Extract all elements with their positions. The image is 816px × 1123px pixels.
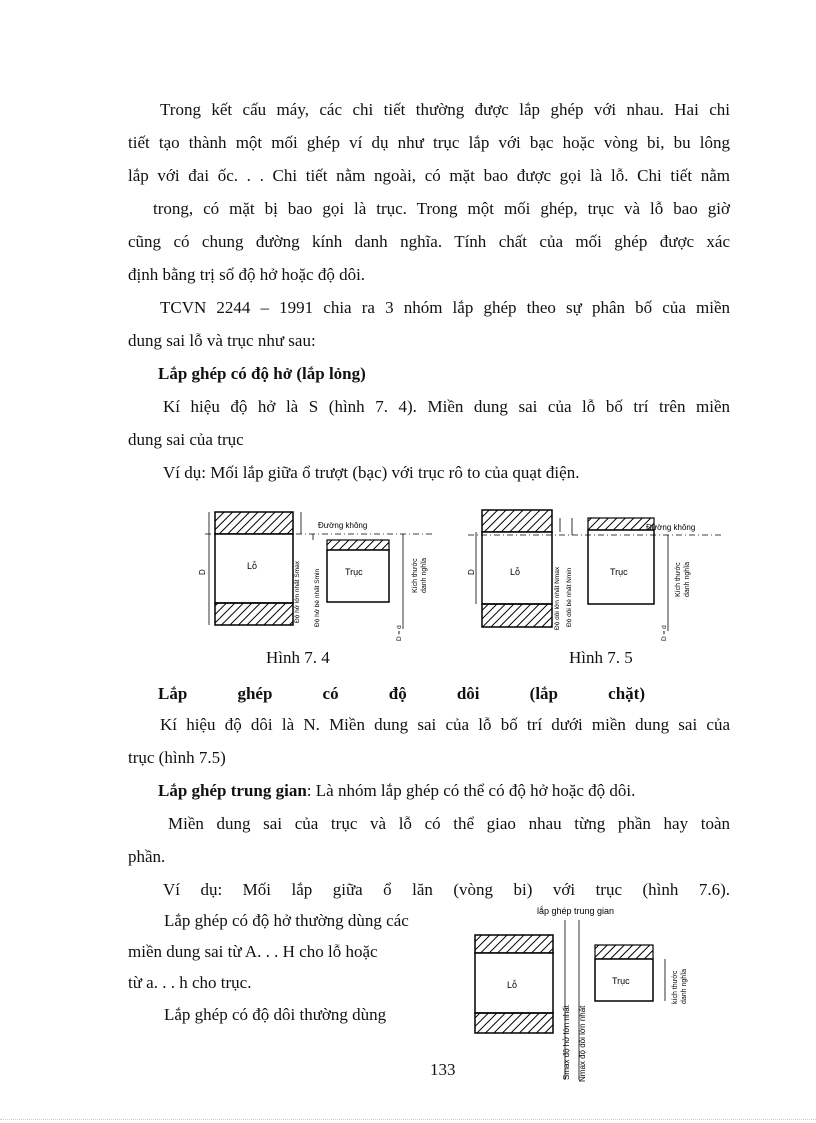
usage-line-4: Lắp ghép có độ dôi thường dùng: [164, 1005, 387, 1024]
intro-line-6: định bằng trị số độ hở hoặc độ dôi.: [128, 265, 366, 284]
usage-line-1: Lắp ghép có độ hở thường dùng các: [164, 911, 409, 930]
hole-label: Lỗ: [247, 561, 258, 571]
hole-bottom-wall: [215, 603, 293, 625]
heading-word: độ: [388, 684, 407, 703]
figure-7-5: [468, 505, 728, 645]
shaft-label: Trục: [610, 567, 628, 577]
tcvn-line-1: TCVN 2244 – 1991 chia ra 3 nhóm lắp ghép theo sự phân bố của miền: [160, 298, 730, 317]
transition-line-1: [158, 774, 760, 807]
nominal-label-2: danh nghĩa: [681, 968, 688, 1004]
clearance-heading: Lắp ghép có độ hở (lắp lỏng): [158, 364, 366, 383]
nmax-label: Nmax độ dôi lớn nhất: [578, 1005, 587, 1082]
interference-line-2: trục (hình 7.5): [128, 748, 226, 767]
deq-label: D = d: [661, 625, 668, 641]
intro-line-4: trong, có mặt bị bao gọi là trục. Trong một mối ghép, trục và lỗ bao giờ: [153, 199, 730, 218]
clearance-line-1: Kí hiệu độ hở là S (hình 7. 4). Miền dung sai của lỗ bố trí trên miền: [163, 397, 730, 416]
nmin-label: Độ dôi bé nhất Nmin: [566, 567, 573, 627]
smin-label: Độ hở bé nhất Smin: [314, 568, 321, 627]
shaft-tolerance: [327, 540, 389, 550]
heading-word: Lắp: [158, 684, 188, 703]
zero-line-label: Đường không: [646, 523, 696, 532]
heading-word: có: [322, 684, 339, 703]
page-number: 133: [430, 1060, 456, 1079]
fig76-title: lắp ghép trung gian: [537, 906, 615, 916]
hole-label: Lỗ: [510, 567, 521, 577]
heading-word: dôi: [456, 684, 480, 703]
caption-7-5: Hình 7. 5: [569, 648, 633, 667]
heading-word: chặt): [608, 684, 645, 703]
transition-line-2: Miền dung sai của trục và lỗ có thể giao nhau từng phần hay toàn: [168, 814, 730, 833]
figure-7-4: [198, 505, 440, 645]
interference-line-1: Kí hiệu độ dôi là N. Miền dung sai của lỗ bố trí dưới miền dung sai của: [160, 715, 730, 734]
heading-word: ghép: [237, 684, 273, 703]
transition-example: Ví dụ: Mối lắp giữa ổ lăn (vòng bi) với trục (hình 7.6).: [163, 880, 730, 899]
clearance-example: Ví dụ: Mối lắp giữa ổ trượt (bạc) với trục rô to của quạt điện.: [163, 463, 580, 482]
intro-line-1: Trong kết cấu máy, các chi tiết thường được lắp ghép với nhau. Hai chi: [160, 100, 730, 119]
diameter-label: D: [467, 569, 476, 575]
page-divider: [0, 1119, 816, 1120]
hole-top-wall: [482, 510, 552, 532]
deq-label: D = d: [396, 625, 403, 641]
tcvn-line-2: dung sai lỗ và trục như sau:: [128, 331, 316, 350]
nominal-label-2: danh nghĩa: [684, 561, 691, 597]
usage-line-2: miền dung sai từ A. . . H cho lỗ hoặc: [128, 942, 378, 961]
zero-line-label: Đường không: [318, 521, 368, 530]
smax-label: Độ hở lớn nhất Smax: [294, 561, 301, 623]
intro-line-3: lắp với đai ốc. . . Chi tiết nằm ngoài, có mặt bao được gọi là lỗ. Chi tiết nằm: [128, 166, 730, 185]
hole-bottom-wall: [475, 1013, 553, 1033]
heading-word: (lắp: [529, 684, 559, 703]
transition-heading: Lắp ghép trung gian: [158, 781, 307, 800]
shaft-label: Trục: [345, 567, 363, 577]
intro-line-2: tiết tạo thành một mối ghép ví dụ như trục lắp với bạc hoặc vòng bi, bu lông: [128, 133, 730, 152]
nominal-label-1: Kích thước: [675, 562, 682, 597]
usage-line-3: từ a. . . h cho trục.: [128, 973, 252, 992]
diameter-label: D: [198, 569, 207, 575]
transition-line-3: phần.: [128, 847, 166, 866]
hole-label: Lỗ: [507, 980, 518, 990]
transition-text: : Là nhóm lắp ghép có thể có độ hở hoặc độ dôi.: [306, 781, 636, 800]
intro-line-5: cũng có chung đường kính danh nghĩa. Tính chất của mối ghép được xác: [128, 232, 730, 251]
clearance-line-2: dung sai của trục: [128, 430, 244, 449]
figure-7-6: [465, 900, 715, 1085]
nominal-label-1: kích thước: [672, 970, 679, 1004]
nominal-label-1: Kích thước: [412, 558, 419, 593]
interference-heading: [158, 677, 645, 710]
shaft-tolerance: [595, 945, 653, 959]
shaft-tolerance: [588, 518, 654, 530]
hole-bottom-wall: [482, 604, 552, 627]
caption-7-4: Hình 7. 4: [266, 648, 330, 667]
nominal-label-2: danh nghĩa: [421, 557, 428, 593]
shaft-label: Trục: [612, 976, 630, 986]
nmax-label: Độ dôi lớn nhất Nmax: [554, 566, 561, 630]
hole-top-wall: [215, 512, 293, 534]
hole-top-wall: [475, 935, 553, 953]
smax-label: Smax độ hở lớn nhất: [562, 1005, 571, 1080]
